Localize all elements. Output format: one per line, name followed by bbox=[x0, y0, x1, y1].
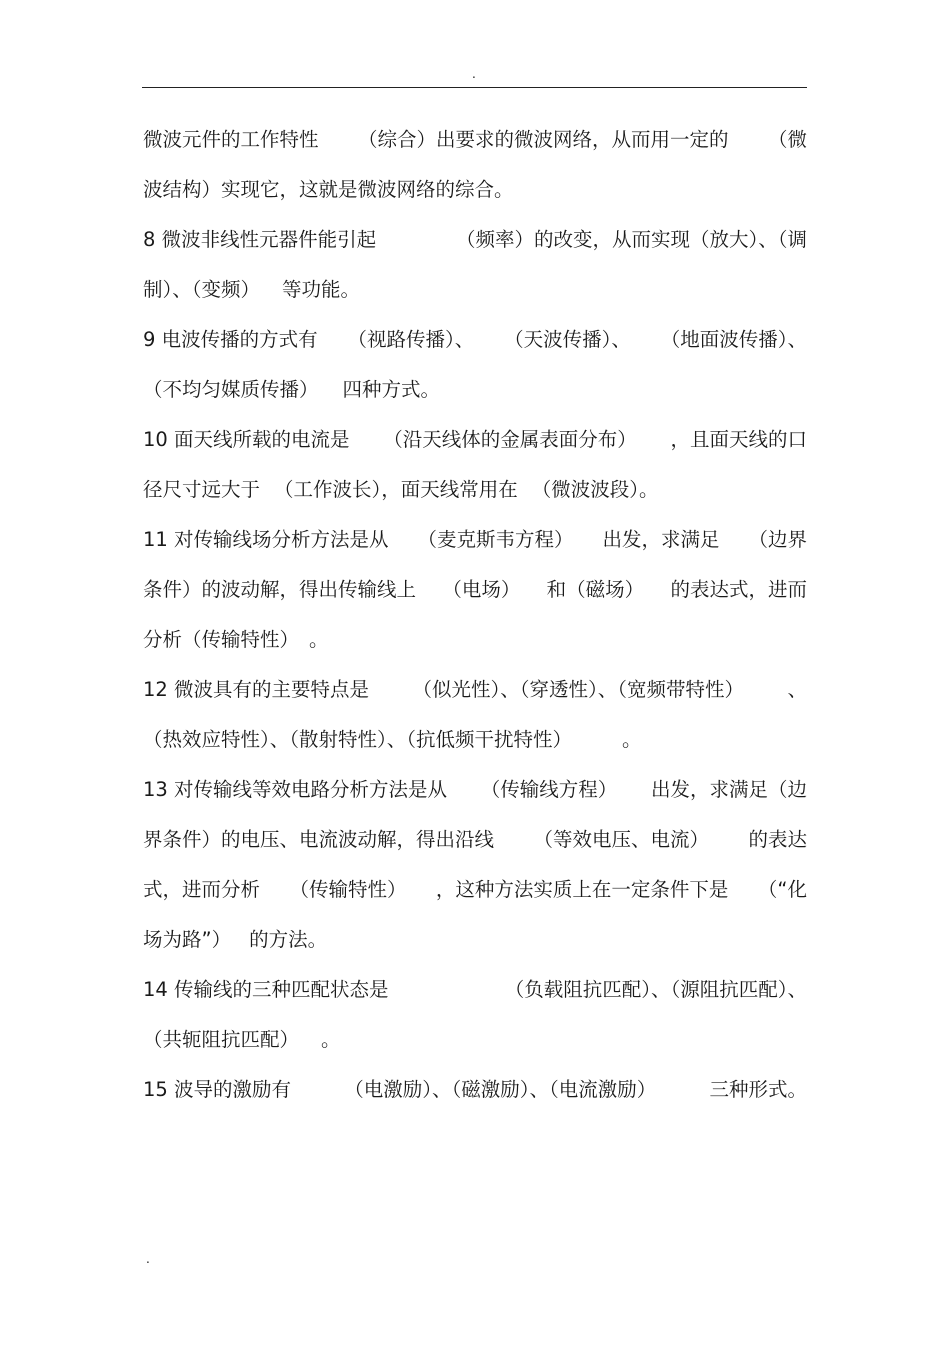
document-body bbox=[143, 115, 807, 1115]
text-segment: ，这种方法实质上在一定条件下是 bbox=[435, 878, 729, 901]
text-segment: 14 传输线的三种匹配状态是 bbox=[143, 978, 389, 1001]
footer-marker: . bbox=[146, 1252, 150, 1266]
text-segment: （边界 bbox=[748, 528, 807, 551]
text-line bbox=[143, 515, 807, 565]
text-segment: 等功能。 bbox=[282, 278, 361, 301]
text-segment: （天波传播）、 bbox=[504, 328, 631, 351]
text-line bbox=[143, 215, 807, 265]
text-line bbox=[143, 315, 807, 365]
text-line bbox=[143, 865, 807, 915]
text-segment: ，且面天线的口 bbox=[670, 428, 807, 451]
header-rule bbox=[142, 87, 807, 88]
text-line bbox=[143, 265, 807, 315]
text-segment: （微 bbox=[767, 128, 807, 151]
text-segment: 制）、（变频） bbox=[143, 278, 261, 301]
text-segment: （共轭阻抗匹配） bbox=[143, 1028, 300, 1051]
text-line bbox=[143, 665, 807, 715]
text-segment: 微波元件的工作特性 bbox=[143, 128, 319, 151]
text-segment: 三种形式。 bbox=[709, 1078, 807, 1101]
text-segment: 、 bbox=[787, 678, 807, 701]
text-segment: 11 对传输线场分析方法是从 bbox=[143, 528, 389, 551]
text-segment: 出发，求满足 bbox=[602, 528, 720, 551]
text-segment: 场为路”） bbox=[143, 928, 232, 951]
text-segment: （地面波传播）、 bbox=[660, 328, 807, 351]
text-segment: （传输特性） bbox=[289, 878, 407, 901]
text-segment: 和（磁场） bbox=[546, 578, 645, 601]
text-line bbox=[143, 765, 807, 815]
text-segment: 的表达式，进而 bbox=[670, 578, 807, 601]
text-line bbox=[143, 565, 807, 615]
text-segment: （微波波段）。 bbox=[531, 478, 659, 501]
text-segment: 8 微波非线性元器件能引起 bbox=[143, 228, 377, 251]
text-segment: （不均匀媒质传播） bbox=[143, 378, 319, 401]
text-line bbox=[143, 115, 807, 165]
text-segment: （电激励）、（磁激励）、（电流激励） bbox=[344, 1078, 657, 1101]
text-segment: 13 对传输线等效电路分析方法是从 bbox=[143, 778, 448, 801]
text-segment: （视路传播）、 bbox=[347, 328, 475, 351]
text-line bbox=[143, 465, 807, 515]
text-segment: （频率）的改变，从而实现（放大）、（调 bbox=[455, 228, 807, 251]
text-segment: 的方法。 bbox=[249, 928, 328, 951]
text-line bbox=[143, 965, 807, 1015]
text-segment: 出发，求满足（边 bbox=[650, 778, 807, 801]
text-segment: 分析（传输特性） bbox=[143, 628, 300, 651]
text-line bbox=[143, 165, 807, 215]
text-segment: 径尺寸远大于 bbox=[143, 478, 261, 501]
text-line bbox=[143, 415, 807, 465]
text-line bbox=[143, 715, 807, 765]
text-segment: 15 波导的激励有 bbox=[143, 1078, 292, 1101]
text-line bbox=[143, 915, 807, 965]
text-segment: 10 面天线所载的电流是 bbox=[143, 428, 350, 451]
text-segment: （“化 bbox=[757, 878, 807, 901]
text-segment: （负载阻抗匹配）、（源阻抗匹配）、 bbox=[504, 978, 807, 1001]
text-line bbox=[143, 815, 807, 865]
text-segment: （工作波长），面天线常用在 bbox=[274, 478, 518, 501]
text-segment: （似光性）、（穿透性）、（宽频带特性） bbox=[412, 678, 744, 701]
text-segment: 式，进而分析 bbox=[143, 878, 261, 901]
text-line bbox=[143, 1065, 807, 1115]
text-segment: 9 电波传播的方式有 bbox=[143, 328, 318, 351]
text-segment: 四种方式。 bbox=[342, 378, 441, 401]
text-segment: 波结构）实现它，这就是微波网络的综合。 bbox=[143, 178, 514, 201]
text-segment: 界条件）的电压、电流波动解，得出沿线 bbox=[143, 828, 495, 851]
text-segment: 。 bbox=[321, 1028, 341, 1051]
text-segment: 条件）的波动解，得出传输线上 bbox=[143, 578, 417, 601]
header-marker: . bbox=[472, 67, 476, 81]
text-segment: （沿天线体的金属表面分布） bbox=[383, 428, 637, 451]
text-segment: （等效电压、电流） bbox=[533, 828, 709, 851]
text-segment: 。 bbox=[309, 628, 329, 651]
text-segment: （电场） bbox=[442, 578, 521, 601]
text-segment: （麦克斯韦方程） bbox=[417, 528, 574, 551]
text-segment: （热效应特性）、（散射特性）、（抗低频干扰特性） bbox=[143, 728, 573, 751]
text-line bbox=[143, 1015, 807, 1065]
text-segment: （综合）出要求的微波网络，从而用一定的 bbox=[357, 128, 729, 151]
text-line bbox=[143, 365, 807, 415]
text-segment: （传输线方程） bbox=[480, 778, 618, 801]
text-segment: 。 bbox=[622, 728, 642, 751]
text-segment: 12 微波具有的主要特点是 bbox=[143, 678, 370, 701]
text-segment: 的表达 bbox=[748, 828, 807, 851]
text-line bbox=[143, 615, 807, 665]
